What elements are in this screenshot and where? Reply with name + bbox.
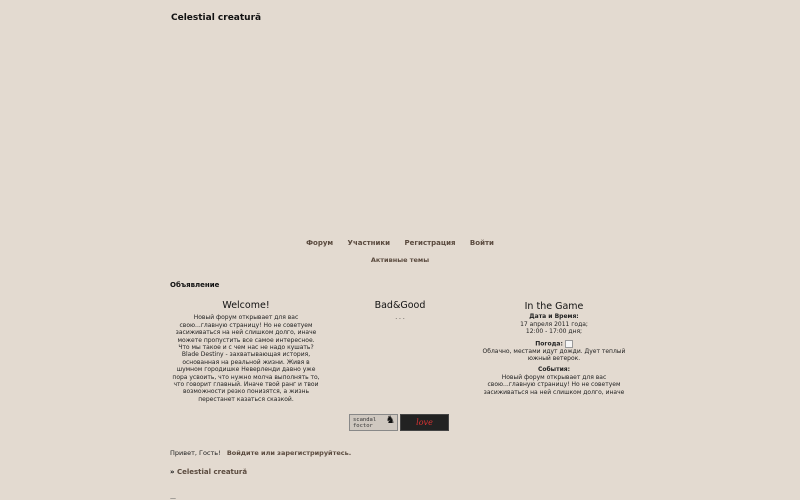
game-events-block xyxy=(478,366,630,395)
welcome-title: Welcome! xyxy=(222,300,270,311)
game-date-label: Дата и Время: xyxy=(529,313,579,321)
login-register-link[interactable]: Войдите или зарегистрируйтесь. xyxy=(226,449,352,457)
site-title[interactable]: Celestial creatură xyxy=(171,13,262,23)
main-nav xyxy=(0,239,800,247)
banner-scandal[interactable] xyxy=(349,414,398,431)
banner-row xyxy=(349,414,449,431)
game-column xyxy=(478,303,630,400)
banner-scandal-line: foctor xyxy=(353,423,373,429)
banner-scandal-line: scandal xyxy=(353,417,377,423)
breadcrumb xyxy=(170,468,247,476)
welcome-line: основанная на реальной жизни. Живя в xyxy=(182,358,310,366)
welcome-line: можете пропустить все самое интересное. xyxy=(177,336,315,344)
game-date-line: 17 апреля 2011 года; xyxy=(520,320,588,328)
game-events-line: засиживаться на ней слишком долго, иначе xyxy=(483,388,625,396)
game-title: In the Game xyxy=(524,301,584,312)
breadcrumb-home-link[interactable]: Celestial creatură xyxy=(176,468,248,476)
announcement-heading: Объявление xyxy=(170,281,220,289)
welcome-line: свою...главную страницу! Но не советуем xyxy=(179,321,313,329)
greeting-text: Привет, Гость! xyxy=(170,449,221,457)
welcome-line: перестанет казаться сказкой. xyxy=(198,395,294,403)
badgood-column xyxy=(322,302,478,322)
game-weather-label: Погода: xyxy=(535,340,563,348)
badgood-text: . . . xyxy=(395,314,405,322)
bottom-mark: — xyxy=(170,495,176,500)
banner-love[interactable]: love xyxy=(400,414,449,431)
welcome-line: Blade Destiny - захватывающая история, xyxy=(181,351,311,359)
game-events-text xyxy=(478,374,630,396)
game-date-line: 12:00 - 17:00 дня; xyxy=(525,328,583,336)
welcome-line: Новый форум открывает для вас xyxy=(193,314,299,322)
nav-login[interactable]: Войти xyxy=(469,239,494,247)
breadcrumb-arrow: » xyxy=(170,468,175,476)
game-weather-line: Облачно, местами идут дожди. Дует теплый xyxy=(482,347,626,355)
game-events-line: Новый форум открывает для вас xyxy=(501,373,607,381)
badgood-title: Bad&Good xyxy=(374,300,426,311)
nav-active-topics[interactable]: Активные темы xyxy=(370,256,430,264)
guest-greeting xyxy=(170,449,351,457)
game-date-block xyxy=(478,313,630,335)
welcome-line: возможности резко понизятся, а жизнь xyxy=(182,388,310,396)
welcome-column xyxy=(170,302,322,403)
welcome-line: засиживаться на ней слишком долго, иначе xyxy=(175,329,317,337)
welcome-line: Что мы такое и с чем нас не надо кушать? xyxy=(178,344,314,352)
game-events-label: События: xyxy=(537,366,571,374)
nav-forum[interactable]: Форум xyxy=(306,239,334,247)
welcome-line: шумном городишке Неверленди давно уже xyxy=(176,366,316,374)
figure-silhouette-icon: ♞ xyxy=(386,412,394,426)
broken-image-icon xyxy=(565,340,573,348)
welcome-text xyxy=(170,314,322,403)
nav-users[interactable]: Участники xyxy=(347,239,391,247)
game-events-line: свою...главную страницу! Но не советуем xyxy=(487,381,621,389)
welcome-line: пора усвоить, что нужно молча выполнять то, xyxy=(172,373,320,381)
game-weather-line: южный ветерок. xyxy=(527,355,581,363)
game-weather-block xyxy=(478,340,630,363)
nav-register[interactable]: Регистрация xyxy=(404,239,456,247)
welcome-line: что говорит главный. Иначе твой ранг и твои xyxy=(173,381,319,389)
